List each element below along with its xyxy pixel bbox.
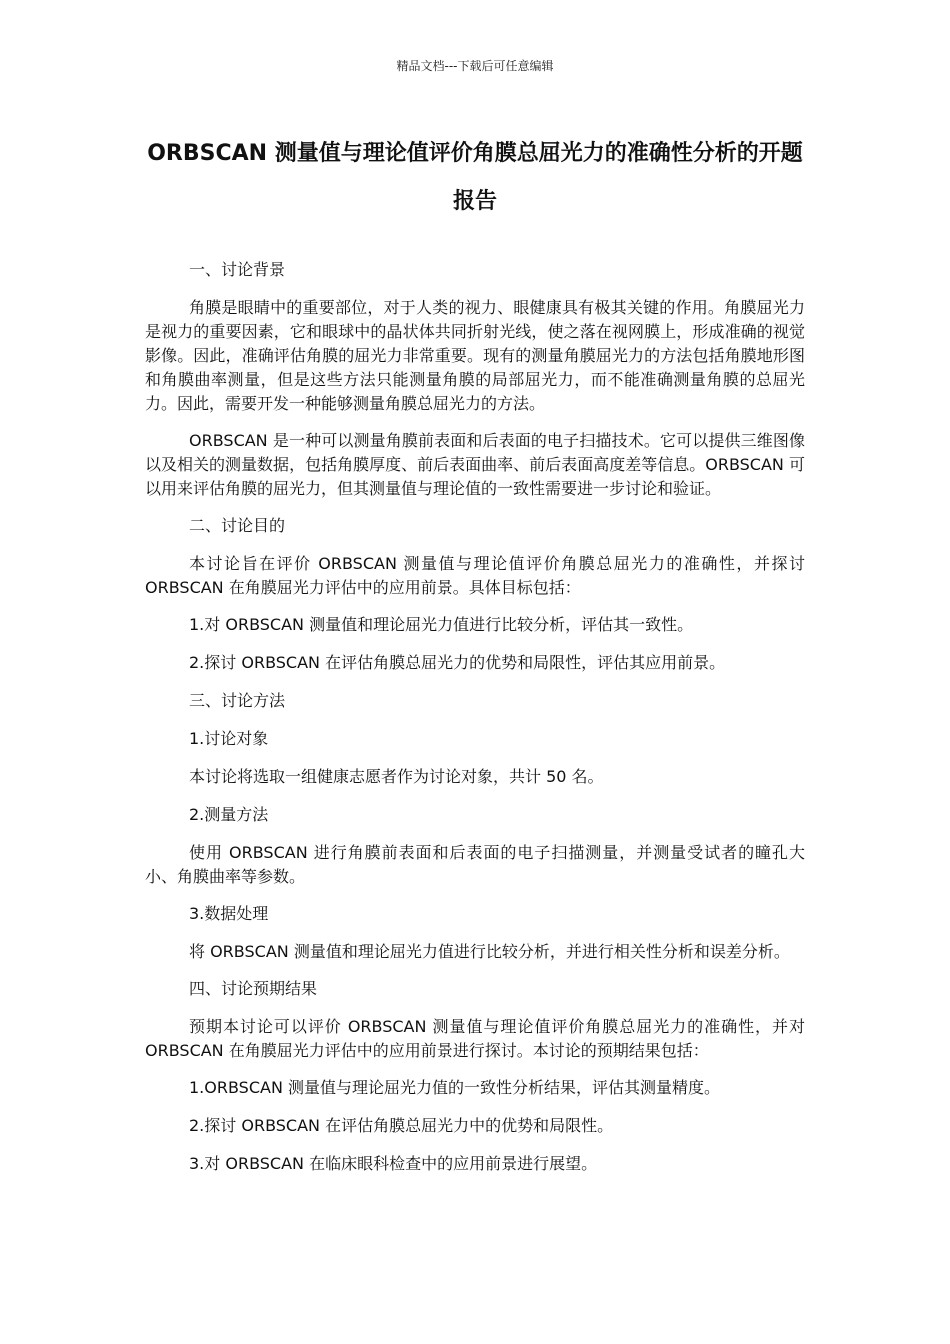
section-heading-background: 一、讨论背景 bbox=[189, 260, 286, 279]
paragraph-background-2: ORBSCAN 是一种可以测量角膜前表面和后表面的电子扫描技术。它可以提供三维图像以及相关的测量数据，包括角膜厚度、前后表面曲率、前后表面高度差等信息。ORBSCAN 可以用来评估角膜的屈光力，但其测量值与理论值的一致性需要进一步讨论和验证。 bbox=[145, 431, 805, 498]
result-item-3: 3.对 ORBSCAN 在临床眼科检查中的应用前景进行展望。 bbox=[189, 1154, 598, 1173]
paragraph-measurement: 使用 ORBSCAN 进行角膜前表面和后表面的电子扫描测量，并测量受试者的瞳孔大小、角膜曲率等参数。 bbox=[145, 843, 805, 886]
paragraph-data-processing: 将 ORBSCAN 测量值和理论屈光力值进行比较分析，并进行相关性分析和误差分析。 bbox=[189, 942, 790, 961]
document-title: ORBSCAN 测量值与理论值评价角膜总屈光力的准确性分析的开题报告 bbox=[147, 141, 803, 214]
section-heading-expected-results: 四、讨论预期结果 bbox=[189, 979, 318, 998]
purpose-item-1: 1.对 ORBSCAN 测量值和理论屈光力值进行比较分析，评估其一致性。 bbox=[189, 615, 694, 634]
result-item-2: 2.探讨 ORBSCAN 在评估角膜总屈光力中的优势和局限性。 bbox=[189, 1116, 614, 1135]
section-heading-methods: 三、讨论方法 bbox=[189, 691, 286, 710]
document-body bbox=[145, 258, 805, 1190]
paragraph-purpose: 本讨论旨在评价 ORBSCAN 测量值与理论值评价角膜总屈光力的准确性，并探讨 ORBSCAN 在角膜屈光力评估中的应用前景。具体目标包括： bbox=[145, 554, 805, 597]
subheading-subjects: 1.讨论对象 bbox=[189, 729, 269, 748]
subheading-measurement: 2.测量方法 bbox=[189, 805, 269, 824]
section-heading-purpose: 二、讨论目的 bbox=[189, 516, 286, 535]
purpose-item-2: 2.探讨 ORBSCAN 在评估角膜总屈光力的优势和局限性，评估其应用前景。 bbox=[189, 653, 726, 672]
subheading-data-processing: 3.数据处理 bbox=[189, 904, 269, 923]
result-item-1: 1.ORBSCAN 测量值与理论屈光力值的一致性分析结果，评估其测量精度。 bbox=[189, 1078, 721, 1097]
paragraph-subjects: 本讨论将选取一组健康志愿者作为讨论对象，共计 50 名。 bbox=[189, 767, 604, 786]
paragraph-expected-results: 预期本讨论可以评价 ORBSCAN 测量值与理论值评价角膜总屈光力的准确性，并对 ORBSCAN 在角膜屈光力评估中的应用前景进行探讨。本讨论的预期结果包括： bbox=[145, 1017, 805, 1060]
page-header: 精品文档---下载后可任意编辑 bbox=[396, 59, 554, 73]
paragraph-background-1: 角膜是眼睛中的重要部位，对于人类的视力、眼健康具有极其关键的作用。角膜屈光力是视力的重要因素，它和眼球中的晶状体共同折射光线，使之落在视网膜上，形成准确的视觉影像。因此，准确评估角膜的屈光力非常重要。现有的测量角膜屈光力的方法包括角膜地形图和角膜曲率测量，但是这些方法只能测量角膜的局部屈光力，而不能准确测量角膜的总屈光力。因此，需要开发一种能够测量角膜总屈光力的方法。 bbox=[145, 298, 805, 413]
